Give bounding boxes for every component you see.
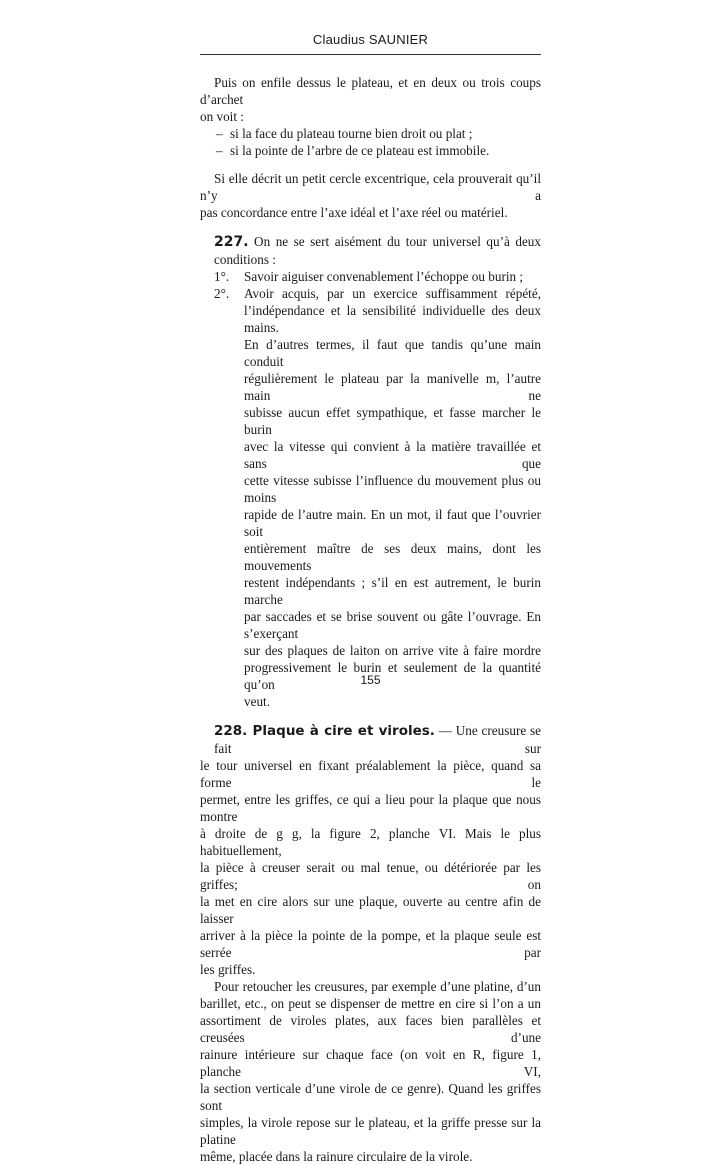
section-227-lead bbox=[200, 233, 541, 268]
text-line: progressivement le burin et seulement de la quantité qu’on bbox=[244, 660, 541, 692]
text-line: avec la vitesse qui convient à la matière travaillée et sans que bbox=[244, 439, 541, 471]
text-line: l’indépendance et la sensibilité individuelle des deux mains. bbox=[244, 303, 541, 335]
text-line: Puis on enfile dessus le plateau, et en deux ou trois coups d’archet bbox=[200, 75, 541, 107]
intro-paragraph-1 bbox=[200, 74, 541, 125]
section-number: 227. bbox=[214, 234, 249, 250]
text-line: la met en cire alors sur une plaque, ouverte au centre afin de laisser bbox=[200, 894, 541, 926]
text-line: même, placée dans la rainure circulaire de la virole. bbox=[200, 1149, 473, 1164]
section-gap bbox=[200, 221, 541, 233]
text-line: la pièce à creuser serait ou mal tenue, ou détériorée par les griffes; on bbox=[200, 860, 541, 892]
list-item bbox=[200, 125, 541, 142]
page-body bbox=[200, 74, 541, 1165]
text-line: le tour universel en fixant préalablement la pièce, quand sa forme le bbox=[200, 758, 541, 790]
text-line: rapide de l’autre main. En un mot, il faut que l’ouvrier soit bbox=[244, 507, 541, 539]
text-line: arriver à la pièce la pointe de la pompe, et la plaque seule est serrée par bbox=[200, 928, 541, 960]
text-line: subisse aucun effet sympathique, et fasse marcher le burin bbox=[244, 405, 541, 437]
text-line: on voit : bbox=[200, 109, 244, 124]
text-line: simples, la virole repose sur le plateau, et la griffe presse sur la platine bbox=[200, 1115, 541, 1147]
text-line: permet, entre les griffes, ce qui a lieu pour la plaque que nous montre bbox=[200, 792, 541, 824]
text-line: Pour retoucher les creusures, par exemple d’une platine, d’un bbox=[214, 979, 541, 994]
dash-bullet: – bbox=[216, 143, 223, 158]
list-item-text: si la face du plateau tourne bien droit ou plat ; bbox=[230, 126, 473, 141]
text-line: Si elle décrit un petit cercle excentrique, cela prouverait qu’il n’y a bbox=[200, 171, 541, 203]
numbered-item-1 bbox=[200, 268, 541, 285]
text-line: barillet, etc., on peut se dispenser de mettre en cire si l’on a un bbox=[200, 996, 541, 1011]
text-line: la section verticale d’une virole de ce genre). Quand les griffes sont bbox=[200, 1081, 541, 1113]
section-228-paragraph-2 bbox=[200, 978, 541, 1165]
text-line: les griffes. bbox=[200, 962, 256, 977]
list-item bbox=[200, 142, 541, 159]
section-lead-text: On ne se sert aisément du tour universel qu’à deux conditions : bbox=[214, 234, 541, 267]
text-line: cette vitesse subisse l’influence du mouvement plus ou moins bbox=[244, 473, 541, 505]
item-number: 2°. bbox=[214, 286, 230, 301]
numbered-item-2 bbox=[200, 285, 541, 710]
section-title: 228. Plaque à cire et viroles. bbox=[214, 723, 435, 739]
item-text: Savoir aiguiser convenablement l’échoppe ou burin ; bbox=[244, 269, 524, 284]
running-head: Claudius SAUNIER bbox=[312, 32, 429, 47]
paragraph-gap bbox=[200, 159, 541, 170]
section-228-paragraph-1 bbox=[200, 722, 541, 978]
text-line: sur des plaques de laiton on arrive vite à faire mordre bbox=[244, 643, 541, 658]
text-line: En d’autres termes, il faut que tandis qu’une main conduit bbox=[244, 337, 541, 369]
text-line: Avoir acquis, par un exercice suffisamment répété, bbox=[244, 286, 541, 301]
section-gap bbox=[200, 710, 541, 722]
text-line: régulièrement le plateau par la manivelle m, l’autre main ne bbox=[244, 371, 541, 403]
dash-bullet: – bbox=[216, 126, 223, 141]
text-line: rainure intérieure sur chaque face (on voit en R, figure 1, planche VI, bbox=[200, 1047, 541, 1079]
text-line: veut. bbox=[244, 694, 271, 709]
item-number: 1°. bbox=[214, 269, 230, 284]
text-line: entièrement maître de ses deux mains, dont les mouvements bbox=[244, 541, 541, 573]
text-line bbox=[200, 722, 541, 757]
section-lead-text: — Une creusure se fait sur bbox=[214, 723, 542, 756]
text-line: restent indépendants ; s’il en est autrement, le burin marche bbox=[244, 575, 541, 607]
text-line: par saccades et se brise souvent ou gâte l’ouvrage. En s’exerçant bbox=[244, 609, 541, 641]
intro-paragraph-2 bbox=[200, 170, 541, 221]
page-number: 155 bbox=[360, 673, 381, 687]
header-rule bbox=[200, 54, 541, 55]
list-item-text: si la pointe de l’arbre de ce plateau est immobile. bbox=[230, 143, 490, 158]
text-line: assortiment de viroles plates, aux faces bien parallèles et creusées d’une bbox=[200, 1013, 541, 1045]
text-line: pas concordance entre l’axe idéal et l’axe réel ou matériel. bbox=[200, 205, 508, 220]
text-line: à droite de g g, la figure 2, planche VI. Mais le plus habituellement, bbox=[200, 826, 541, 858]
